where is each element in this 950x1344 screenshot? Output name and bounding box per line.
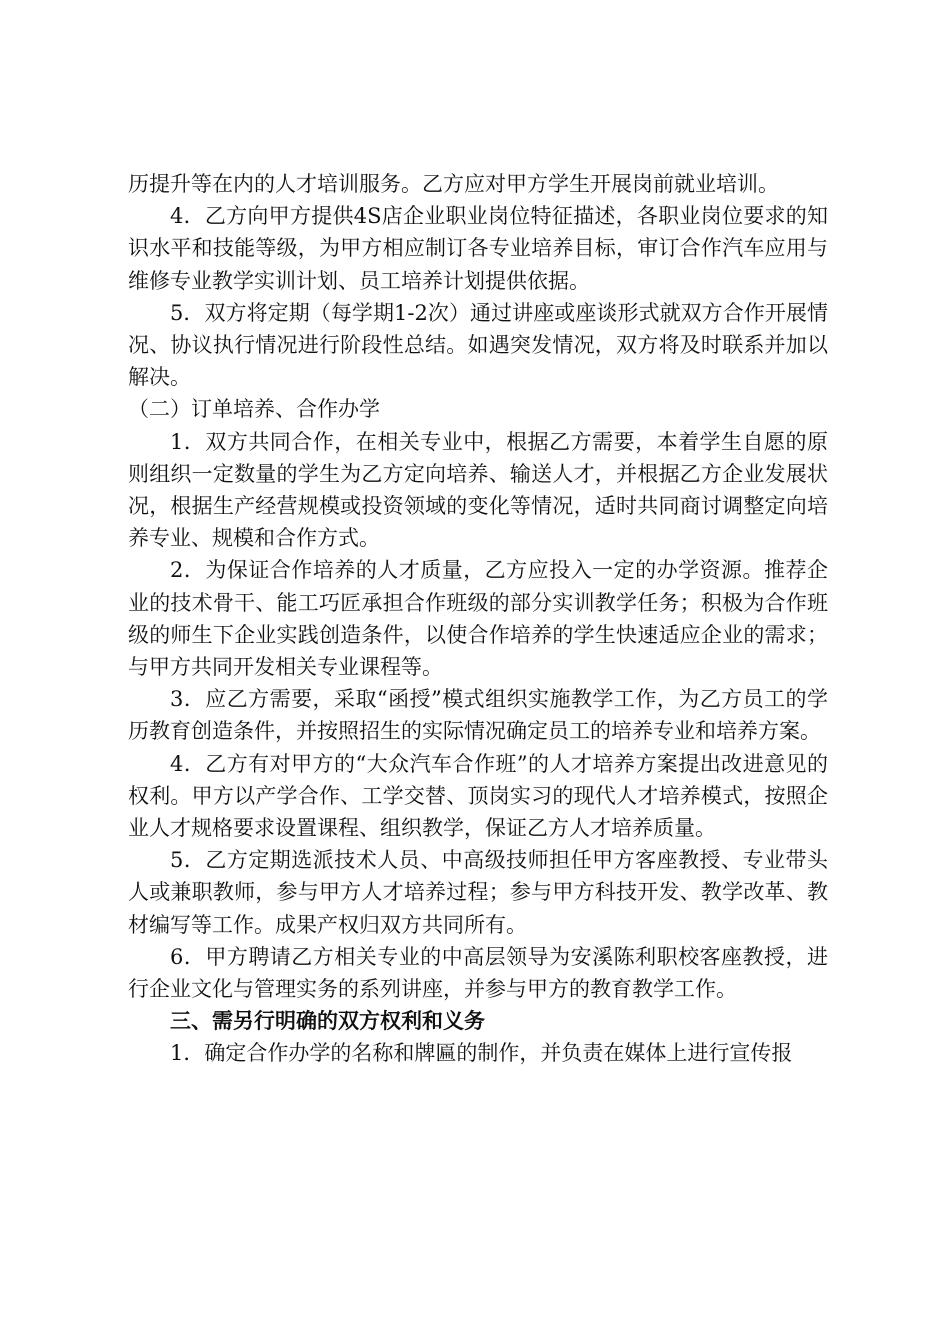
paragraph-item-2: 2．为保证合作培养的人才质量，乙方应投入一定的办学资源。推荐企业的技术骨干、能工巧匠承担合作班级的部分实训教学任务；积极为合作班级的师生下企业实践创造条件，以使合作培养的学生快速适应企业的需求；与甲方共同开发相关专业课程等。 — [128, 558, 828, 680]
paragraph-item-3: 3．应乙方需要，采取“函授”模式组织实施教学工作，为乙方员工的学历教育创造条件，并按照招生的实际情况确定员工的培养专业和培养方案。 — [128, 687, 828, 744]
paragraph-item-4b: 4．乙方有对甲方的“大众汽车合作班”的人才培养方案提出改进意见的权利。甲方以产学合作、工学交替、顶岗实习的现代人才培养模式，按照企业人才规格要求设置课程、组织教学，保证乙方人才培养质量。 — [128, 751, 828, 841]
section-heading-rights: 三、需另行明确的双方权利和义务 — [170, 1009, 485, 1034]
paragraph-item-5b: 5．乙方定期选派技术人员、中高级技师担任甲方客座教授、专业带头人或兼职教师，参与甲方人才培养过程；参与甲方科技开发、教学改革、教材编写等工作。成果产权归双方共同所有。 — [128, 848, 828, 937]
document-body — [128, 168, 828, 1070]
paragraph-item-5: 5．双方将定期（每学期1-2次）通过讲座或座谈形式就双方合作开展情况、协议执行情况进行阶段性总结。如遇突发情况，双方将及时联系并加以解决。 — [128, 300, 828, 390]
paragraph-item-1b: 1．确定合作办学的名称和牌匾的制作，并负责在媒体上进行宣传报 — [170, 1041, 793, 1066]
paragraph-item-6: 6．甲方聘请乙方相关专业的中高层领导为安溪陈利职校客座教授，进行企业文化与管理实务的系列讲座，并参与甲方的教育教学工作。 — [128, 944, 828, 1002]
paragraph-item-4: 4．乙方向甲方提供4S店企业职业岗位特征描述，各职业岗位要求的知识水平和技能等级，为甲方相应制订各专业培养目标，审订合作汽车应用与维修专业教学实训计划、员工培养计划提供依据。 — [128, 204, 828, 293]
subheading-order-training: （二）订单培养、合作办学 — [128, 397, 380, 422]
paragraph-item-1: 1．双方共同合作，在相关专业中，根据乙方需要，本着学生自愿的原则组织一定数量的学生为乙方定向培养、输送人才，并根据乙方企业发展状况，根据生产经营规模或投资领域的变化等情况，适时共同商讨调整定向培养专业、规模和合作方式。 — [128, 429, 828, 551]
paragraph-continuation: 历提升等在内的人才培训服务。乙方应对甲方学生开展岗前就业培训。 — [128, 172, 779, 196]
